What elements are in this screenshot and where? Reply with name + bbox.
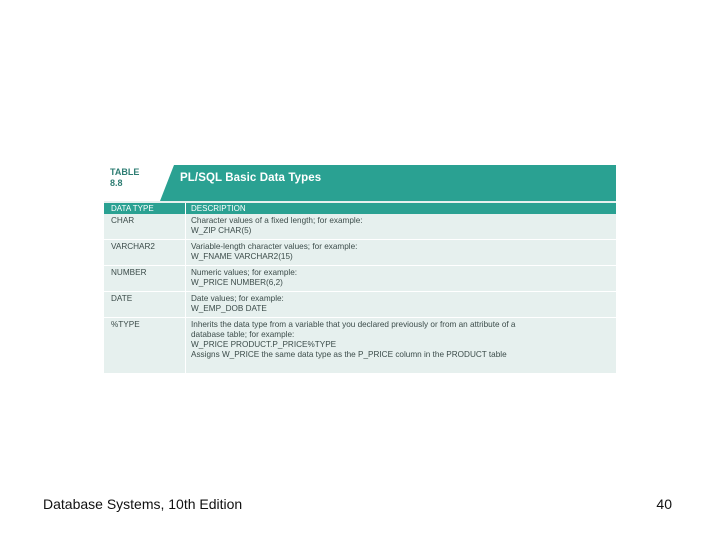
- column-header-description: DESCRIPTION: [191, 204, 246, 213]
- row-description: [191, 294, 611, 314]
- table-row: [104, 214, 616, 240]
- footer-source: Database Systems, 10th Edition: [43, 496, 243, 512]
- description-line: Assigns W_PRICE the same data type as the P_PRICE column in the PRODUCT table: [191, 350, 507, 359]
- description-line: W_PRICE PRODUCT.P_PRICE%TYPE: [191, 340, 337, 349]
- description-line: Date values; for example:: [191, 294, 284, 303]
- row-description: [191, 216, 611, 236]
- description-line: W_PRICE NUMBER(6,2): [191, 278, 283, 287]
- table-label-word: TABLE: [110, 167, 140, 177]
- data-types-table: [104, 165, 616, 373]
- description-line: Numeric values; for example:: [191, 268, 298, 277]
- description-line: Inherits the data type from a variable that you declared previously or from an attribute of a: [191, 320, 516, 329]
- row-description: [191, 242, 611, 262]
- table-row: [104, 240, 616, 266]
- description-line: database table; for example:: [191, 330, 295, 339]
- description-line: W_ZIP CHAR(5): [191, 226, 252, 235]
- table-number: [110, 167, 139, 189]
- row-type: VARCHAR2: [111, 242, 155, 251]
- table-body: [104, 214, 616, 368]
- row-type: %TYPE: [111, 320, 140, 329]
- table-row: [104, 292, 616, 318]
- table-label-notch: [160, 165, 174, 201]
- table-row: [104, 266, 616, 292]
- table-label-number: 8.8: [110, 178, 123, 188]
- description-line: W_EMP_DOB DATE: [191, 304, 267, 313]
- table-row: [104, 318, 616, 368]
- row-description: [191, 268, 611, 288]
- row-type: DATE: [111, 294, 133, 303]
- row-type: CHAR: [111, 216, 135, 225]
- row-description: [191, 320, 611, 360]
- page-number: 40: [656, 496, 672, 512]
- description-line: Variable-length character values; for example:: [191, 242, 358, 251]
- description-line: W_FNAME VARCHAR2(15): [191, 252, 293, 261]
- description-line: Character values of a fixed length; for example:: [191, 216, 363, 225]
- column-header-type: DATA TYPE: [111, 204, 154, 213]
- column-divider: [185, 203, 186, 373]
- row-type: NUMBER: [111, 268, 147, 277]
- table-title: PL/SQL Basic Data Types: [180, 172, 322, 184]
- column-header-row: [104, 203, 616, 214]
